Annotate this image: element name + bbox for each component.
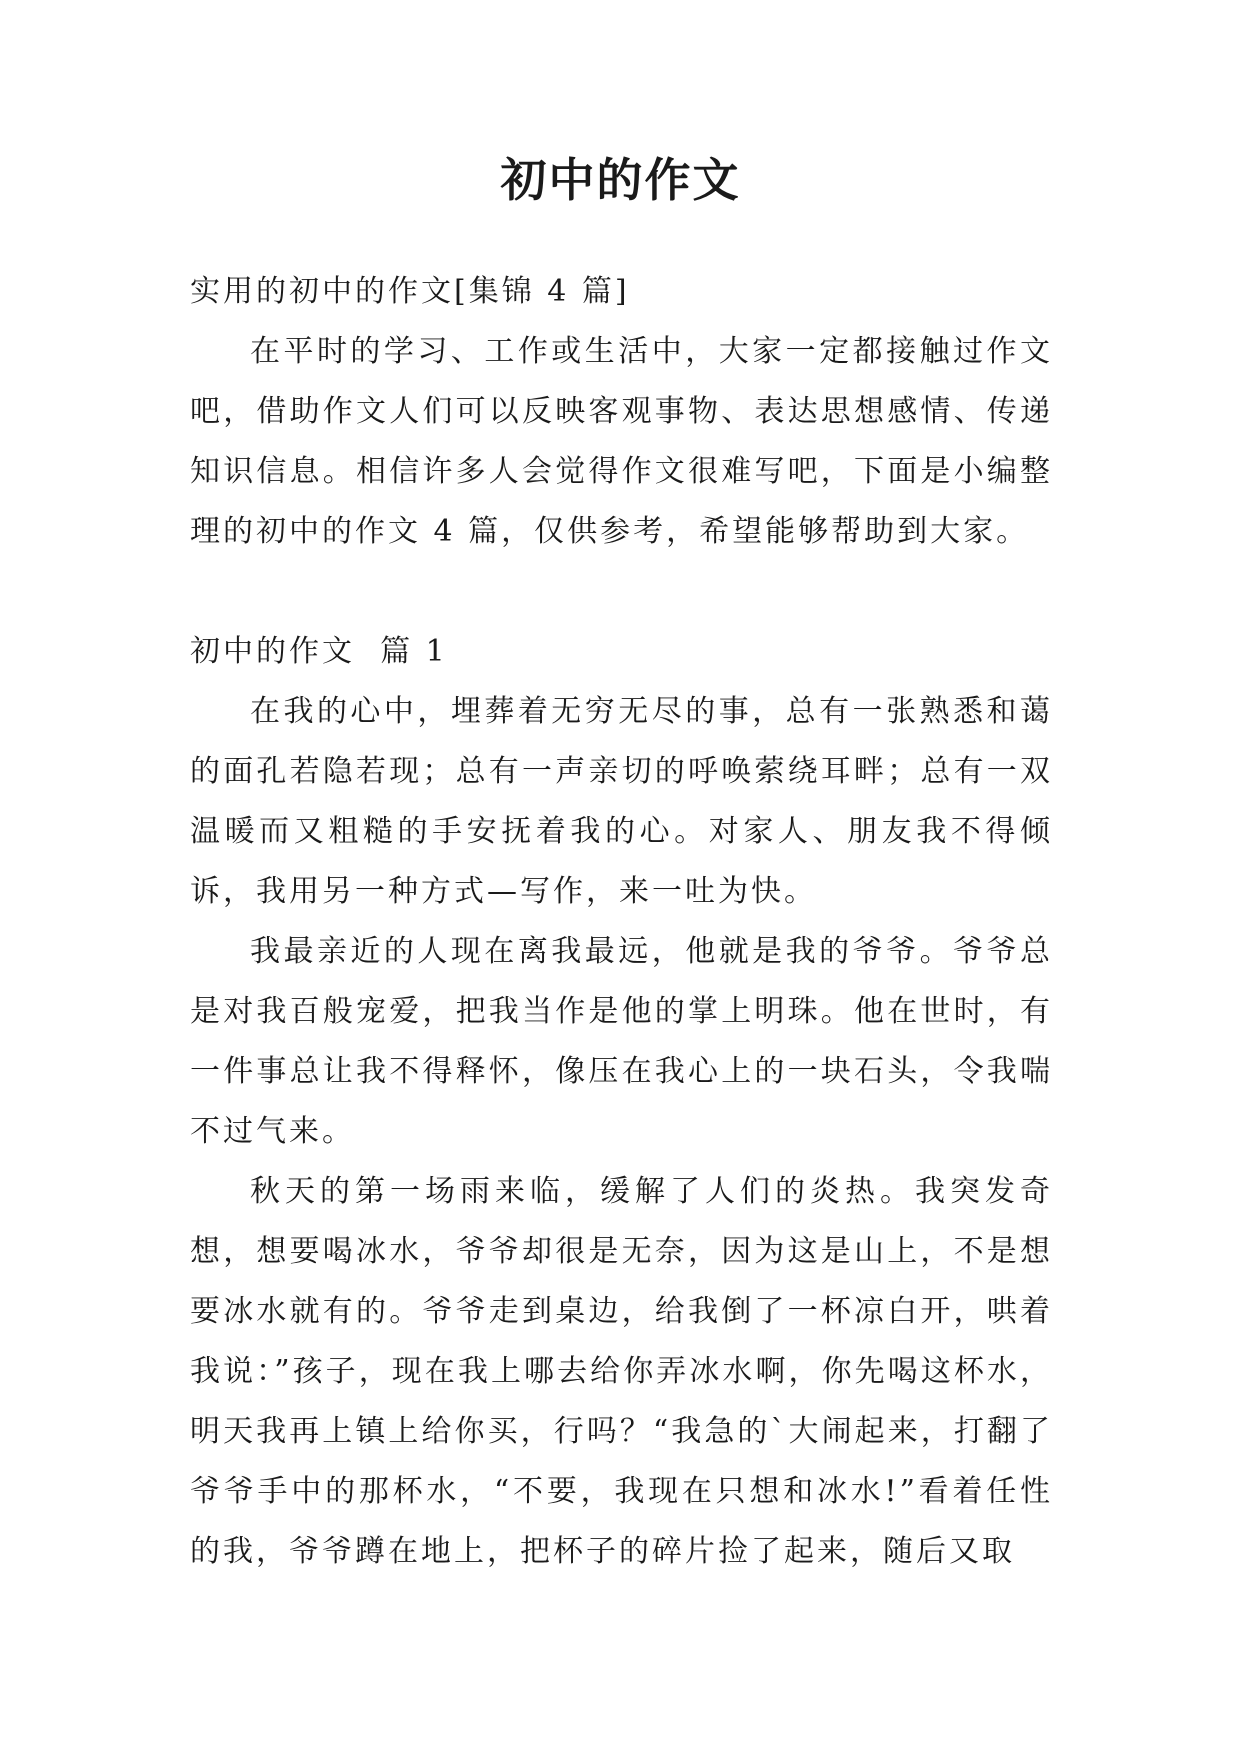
section-heading: 初中的作文 篇 1 — [190, 634, 448, 669]
section-spacer — [190, 562, 1053, 622]
document-subtitle: 实用的初中的作文[集锦 4 篇] — [190, 274, 630, 309]
intro-paragraph: 在平时的学习、工作或生活中，大家一定都接触过作文吧，借助作文人们可以反映客观事物、表达思想感情、传递知识信息。相信许多人会觉得作文很难写吧，下面是小编整理的初中的作文 4 篇，仅供参考，希望能够帮助到大家。 — [190, 334, 1053, 549]
body-paragraph: 我最亲近的人现在离我最远，他就是我的爷爷。爷爷总是对我百般宠爱，把我当作是他的掌上明珠。他在世时，有一件事总让我不得释怀，像压在我心上的一块石头，令我喘不过气来。 — [190, 934, 1053, 1149]
body-paragraph: 秋天的第一场雨来临，缓解了人们的炎热。我突发奇想，想要喝冰水，爷爷却很是无奈，因为这是山上，不是想要冰水就有的。爷爷走到桌边，给我倒了一杯凉白开，哄着我说：”孩子，现在我上哪去给你弄冰水啊，你先喝这杯水，明天我再上镇上给你买，行吗？“我急的`大闹起来，打翻了爷爷手中的那杯水，“不要，我现在只想和冰水!”看着任性的我，爷爷蹲在地上，把杯子的碎片捡了起来，随后又取 — [190, 1174, 1053, 1569]
document-body — [190, 262, 1053, 1582]
body-paragraph: 在我的心中，埋葬着无穷无尽的事，总有一张熟悉和蔼的面孔若隐若现；总有一声亲切的呼唤萦绕耳畔；总有一双温暖而又粗糙的手安抚着我的心。对家人、朋友我不得倾诉，我用另一种方式—写作，来一吐为快。 — [190, 694, 1053, 909]
document-title: 初中的作文 — [500, 153, 741, 207]
